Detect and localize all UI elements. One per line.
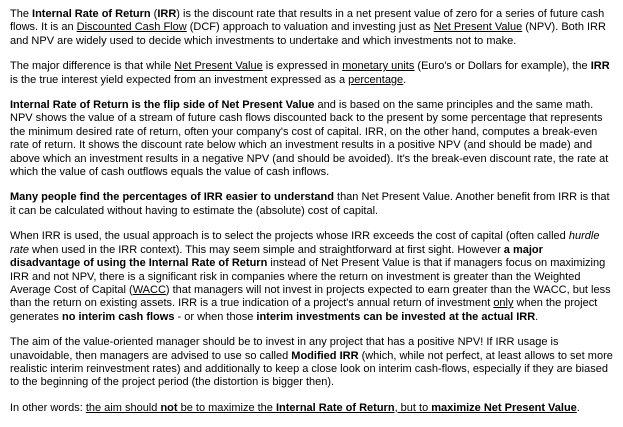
paragraph-2: [10, 60, 613, 87]
link-discounted-cash-flow[interactable]: Discounted Cash Flow: [76, 21, 187, 34]
text-run-when-used-in-the-irr-context-t: when used in the IRR context). This may seem simple and straightforward at first sight. However: [28, 243, 504, 256]
text-run-text: (: [150, 8, 158, 20]
text-run-only: only: [493, 297, 514, 310]
paragraph-5: [10, 230, 613, 324]
text-run-text: .: [403, 73, 407, 86]
text-run-modified-irr: Modified IRR: [291, 349, 359, 362]
text-run-a-major-disadvantage-of-using-: a major disadvantage of using the Internal Rate of Return: [10, 243, 543, 270]
text-run-when-the-project-generates: when the project generates: [10, 297, 598, 323]
text-run-internal-rate-of-return: Internal Rate of Return: [32, 8, 151, 20]
text-run-the-major-difference-is-that-w: The major difference is that while: [10, 60, 175, 73]
text-run-or-when-those: - or when those: [174, 310, 257, 323]
text-run-be-to-maximize-the: be to maximize the: [177, 401, 276, 414]
text-run-the-aim-of-the-value-oriented-: The aim of the value-oriented manager should be to invest in any project that has a positive NPV! If IRR usage is unavoidable, then managers are advised to use so called: [10, 336, 559, 362]
link-wacc[interactable]: WACC: [132, 283, 166, 296]
text-run-text: .: [576, 401, 580, 414]
text-run-and-is-based-on-the-same-princ: and is based on the same principles and the same math. NPV shows the value of a stream of future cash flows discounted back to the present by some percentage that represents the minimum desired rate of return, often your company's cost of capital. IRR, on the other hand, computes a break-even rate of return. It shows the discount rate below which an investment results in a positive NPV (and should be made) and above which an investment results in a negative NPV (and should be avoided). It's the break-even discount rate, the rate at which the value of cash outflows equals the value of cash inflows.: [10, 99, 609, 179]
paragraph-7: [10, 402, 613, 415]
text-run-is-the-true-interest-yield-exp: is the true interest yield expected from an investment expressed as a: [10, 73, 349, 86]
text-run-irr: IRR: [157, 8, 177, 20]
text-run-that-managers-will-not-invest-: ) that managers will not invest in projects expected to earn greater than the WACC, but less than the return on existing assets. IRR is a true indication of a project's annual return of investment: [10, 283, 611, 310]
text-run-maximize-net-present-value: maximize Net Present Value: [431, 401, 577, 414]
text-run-instead-of-net-present-value-i: instead of Net Present Value is that if managers focus on maximizing IRR and not NPV, there is a significant risk in companies where the return on investment is greater than the Weighted Average Cost of Capital (: [10, 257, 606, 296]
text-run-is-the-discount-rate-that-resu: ) is the discount rate that results in a net present value of zero for a series of future cash flows. It is an: [10, 8, 605, 34]
text-run-the: The: [10, 8, 33, 20]
link-percentage[interactable]: percentage: [348, 73, 404, 86]
text-run-is-expressed-in: is expressed in: [262, 60, 343, 73]
text-run-irr: IRR: [590, 60, 610, 73]
text-run-hurdle-rate: hurdle rate: [10, 230, 600, 256]
link-monetary-units[interactable]: monetary units: [342, 60, 415, 73]
text-run-euro-s-or-dollars-for-example-: (Euro's or Dollars for example), the: [414, 60, 591, 73]
text-run-npv-both-irr-and-npv-are-widel: (NPV). Both IRR and NPV are widely used to decide which investments to undertake and which investments not to make.: [10, 21, 606, 47]
text-run-in-other-words: In other words:: [10, 401, 86, 414]
text-run-than-net-present-value-another: than Net Present Value. Another benefit from IRR is that it can be calculated without having to estimate the (absolute) cost of capital.: [10, 191, 610, 217]
paragraph-6: [10, 336, 613, 390]
paragraph-1: [10, 8, 613, 48]
link-net-present-value[interactable]: Net Present Value: [174, 60, 263, 73]
text-run-internal-rate-of-return-is-the: Internal Rate of Return is the flip side of Net Present Value: [10, 99, 315, 112]
paragraph-4: [10, 191, 613, 218]
text-run-internal-rate-of-return: Internal Rate of Return: [275, 401, 395, 414]
text-run-no-interim-cash-flows: no interim cash flows: [61, 310, 175, 323]
text-run-interim-investments-can-be-inv: interim investments can be invested at the actual IRR: [256, 310, 536, 323]
text-run-dcf-approach-to-valuation-and-: (DCF) approach to valuation and investing just as: [186, 21, 434, 34]
text-run-but-to: , but to: [394, 401, 432, 414]
text-run-which-while-not-perfect-at-lea: (which, while not perfect, at least allows to set more realistic interim reinvestment rates) and additionally to keep a close look on interim cash-flows, especially if they are biased to the beginning of the project period (the distortion is bigger then).: [10, 349, 613, 389]
text-run-when-irr-is-used-the-usual-app: When IRR is used, the usual approach is to select the projects whose IRR exceeds the cost of capital (often called: [10, 230, 569, 243]
paragraph-3: [10, 99, 613, 179]
text-run-not: not: [160, 401, 178, 414]
text-run-text: .: [535, 310, 539, 323]
text-run-many-people-find-the-percentag: Many people find the percentages of IRR easier to understand: [10, 191, 334, 204]
text-run-the-aim-should: the aim should: [85, 401, 161, 414]
link-net-present-value[interactable]: Net Present Value: [433, 21, 523, 34]
